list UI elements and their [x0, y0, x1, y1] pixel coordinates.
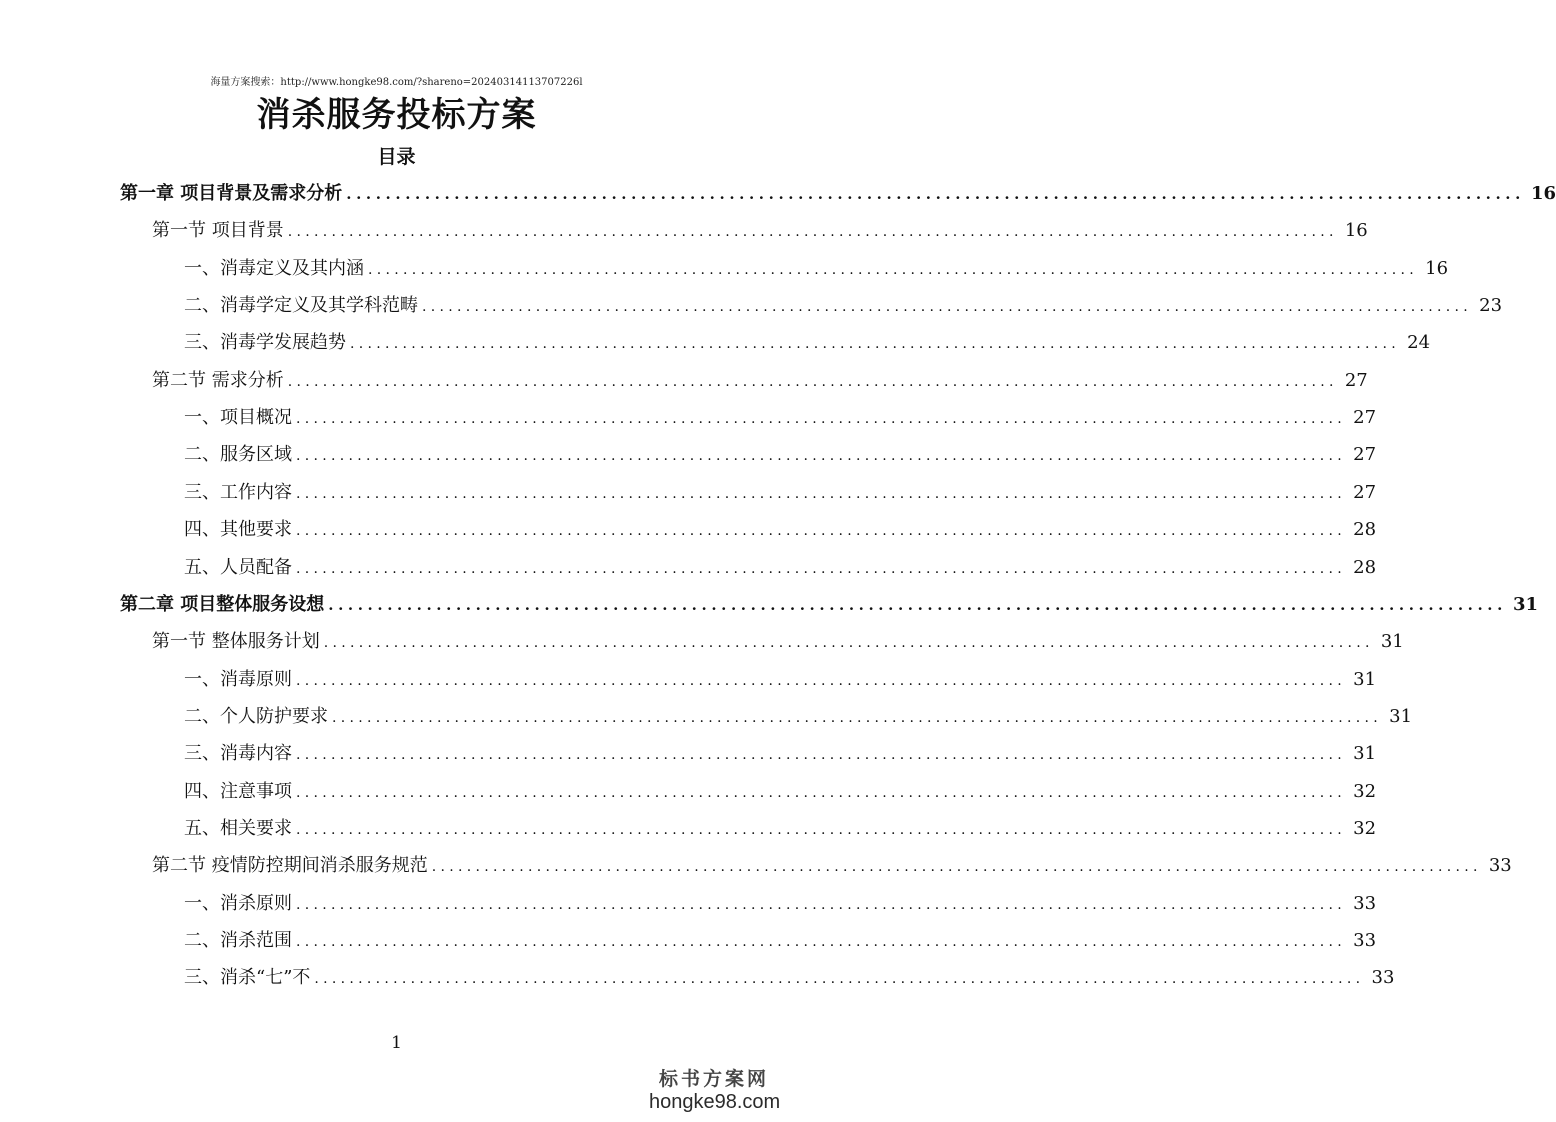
- toc-entry-page: 23: [1479, 295, 1503, 317]
- toc-entry-page: 24: [1407, 332, 1431, 354]
- toc-dot-leader: ........................................................................................................................: [296, 747, 1347, 764]
- document-title: 消杀服务投标方案: [256, 95, 537, 135]
- toc-item-entry[interactable]: [184, 922, 1377, 959]
- toc-dot-leader: ........................................................................................................................: [431, 859, 1482, 876]
- toc-item-entry[interactable]: [184, 287, 1503, 324]
- page-number: 1: [391, 1033, 402, 1053]
- toc-entry-title: 第一节 项目背景: [152, 220, 284, 242]
- toc-entry-title: 第一章 项目背景及需求分析: [120, 183, 343, 204]
- toc-entry-title: 一、消杀原则: [184, 892, 292, 914]
- toc-dot-leader: ........................................................................................................................: [296, 784, 1347, 801]
- toc-section-entry[interactable]: [152, 847, 1512, 884]
- toc-entry-title: 五、人员配备: [184, 556, 292, 578]
- toc-entry-title: 四、注意事项: [184, 780, 292, 802]
- toc-entry-title: 二、消毒学定义及其学科范畴: [184, 295, 418, 317]
- toc-item-entry[interactable]: [184, 250, 1449, 287]
- toc-entry-page: 16: [1530, 183, 1556, 204]
- toc-dot-leader: ........................................................................................................................: [346, 185, 1525, 203]
- toc-entry-title: 三、消杀“七”不: [184, 967, 311, 989]
- toc-entry-title: 一、项目概况: [184, 407, 292, 429]
- toc-dot-leader: ........................................................................................................................: [296, 672, 1347, 689]
- toc-entry-title: 二、消杀范围: [184, 930, 292, 951]
- toc-dot-leader: ........................................................................................................................: [323, 635, 1374, 652]
- toc-chapter-entry[interactable]: [120, 175, 1556, 212]
- toc-item-entry[interactable]: [184, 399, 1377, 436]
- toc-entry-title: 第一节 整体服务计划: [152, 631, 320, 653]
- toc-dot-leader: ........................................................................................................................: [368, 261, 1419, 278]
- toc-dot-leader: ........................................................................................................................: [296, 523, 1347, 540]
- toc-dot-leader: ........................................................................................................................: [296, 821, 1347, 838]
- toc-section-entry[interactable]: [152, 212, 1368, 249]
- toc-entry-page: 31: [1512, 593, 1538, 615]
- toc-entry-page: 16: [1344, 220, 1368, 242]
- toc-entry-title: 第二节 需求分析: [152, 369, 284, 391]
- toc-item-entry[interactable]: [184, 959, 1395, 996]
- toc-entry-page: 27: [1353, 481, 1377, 503]
- toc-entry-page: 32: [1353, 817, 1377, 839]
- toc-dot-leader: ........................................................................................................................: [350, 336, 1401, 353]
- toc-entry-title: 一、消毒原则: [184, 668, 292, 690]
- toc-entry-title: 五、相关要求: [184, 817, 292, 839]
- toc-dot-leader: ........................................................................................................................: [328, 595, 1507, 614]
- toc-entry-page: 32: [1353, 780, 1377, 802]
- toc-entry-page: 33: [1371, 967, 1395, 989]
- toc-dot-leader: ........................................................................................................................: [296, 485, 1347, 502]
- toc-entry-title: 第二章 项目整体服务设想: [120, 593, 325, 615]
- toc-item-entry[interactable]: [184, 549, 1377, 586]
- toc-section-entry[interactable]: [152, 362, 1368, 399]
- toc-entry-page: 31: [1380, 631, 1404, 653]
- toc-dot-leader: ........................................................................................................................: [296, 560, 1347, 577]
- toc-dot-leader: ........................................................................................................................: [296, 934, 1347, 950]
- toc-entry-title: 二、个人防护要求: [184, 705, 328, 727]
- toc-dot-leader: ........................................................................................................................: [422, 299, 1473, 316]
- toc-entry-title: 第二节 疫情防控期间消杀服务规范: [152, 855, 428, 877]
- toc-entry-page: 33: [1353, 930, 1377, 951]
- toc-item-entry[interactable]: [184, 885, 1377, 922]
- watermark-name: 标书方案网: [658, 1068, 769, 1090]
- toc-dot-leader: ........................................................................................................................: [296, 411, 1347, 428]
- toc-dot-leader: ........................................................................................................................: [287, 373, 1338, 390]
- watermark-url: hongke98.com: [649, 1091, 781, 1113]
- toc-entry-title: 四、其他要求: [184, 519, 292, 541]
- toc-heading: 目录: [377, 146, 416, 168]
- toc-item-entry[interactable]: [184, 773, 1377, 810]
- toc-entry-page: 28: [1353, 519, 1377, 541]
- toc-item-entry[interactable]: [184, 735, 1377, 772]
- toc-entry-page: 28: [1353, 556, 1377, 578]
- toc-entry-title: 三、消毒内容: [184, 743, 292, 765]
- toc-entry-page: 16: [1425, 257, 1449, 279]
- toc-entry-page: 33: [1488, 855, 1512, 877]
- toc-dot-leader: ........................................................................................................................: [296, 896, 1347, 913]
- toc-item-entry[interactable]: [184, 698, 1413, 735]
- toc-item-entry[interactable]: [184, 324, 1431, 361]
- toc-entry-title: 三、消毒学发展趋势: [184, 332, 346, 354]
- toc-section-entry[interactable]: [152, 623, 1404, 660]
- toc-entry-page: 27: [1344, 369, 1368, 391]
- toc-item-entry[interactable]: [184, 474, 1377, 511]
- toc-entry-title: 二、服务区域: [184, 444, 292, 466]
- watermark-logo: [649, 1068, 779, 1114]
- toc-item-entry[interactable]: [184, 436, 1377, 473]
- toc-entry-page: 31: [1353, 668, 1377, 690]
- source-search-line: 海量方案搜索：http://www.hongke98.com/?shareno=20240314113707226l: [210, 77, 583, 88]
- toc-item-entry[interactable]: [184, 810, 1377, 847]
- toc-entry-page: 31: [1353, 743, 1377, 765]
- toc-entry-page: 31: [1389, 705, 1413, 727]
- toc-entry-page: 27: [1353, 407, 1377, 429]
- toc-entry-title: 一、消毒定义及其内涵: [184, 257, 364, 279]
- toc-dot-leader: ........................................................................................................................: [287, 224, 1338, 241]
- toc-item-entry[interactable]: [184, 661, 1377, 698]
- toc-dot-leader: ........................................................................................................................: [296, 448, 1347, 465]
- toc-dot-leader: ........................................................................................................................: [332, 709, 1383, 726]
- toc-entry-page: 33: [1353, 892, 1377, 914]
- toc-item-entry[interactable]: [184, 511, 1377, 548]
- toc-dot-leader: ........................................................................................................................: [314, 971, 1365, 988]
- toc-chapter-entry[interactable]: [120, 586, 1538, 623]
- toc-entry-page: 27: [1353, 444, 1377, 466]
- toc-entry-title: 三、工作内容: [184, 481, 292, 503]
